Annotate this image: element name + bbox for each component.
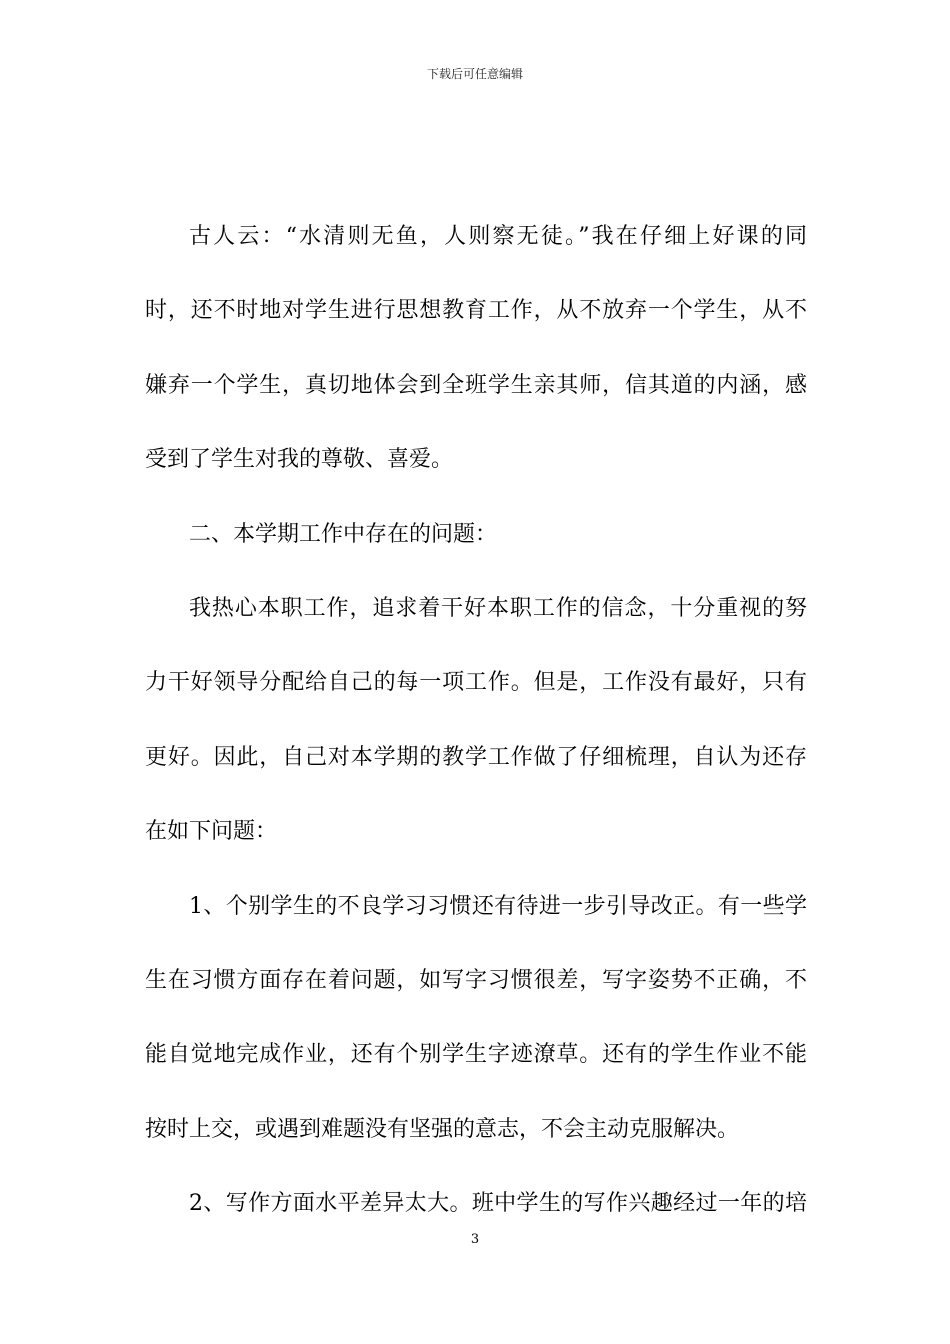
page-header: 下载后可任意编辑 <box>426 67 523 81</box>
text-line: 二、本学期工作中存在的问题： <box>189 521 498 547</box>
text-line: 按时上交，或遇到难题没有坚强的意志，不会主动克服解决。 <box>145 1116 740 1142</box>
text-line: 力干好领导分配给自己的每一项工作。但是，工作没有最好，只有 <box>145 670 807 696</box>
text-line: 生在习惯方面存在着问题，如写字习惯很差，写字姿势不正确，不 <box>145 967 807 993</box>
text-line: 嫌弃一个学生，真切地体会到全班学生亲其师，信其道的内涵，感 <box>145 372 807 398</box>
text-line: 时，还不时地对学生进行思想教育工作，从不放弃一个学生，从不 <box>145 298 807 324</box>
text-line: 2、写作方面水平差异太大。班中学生的写作兴趣经过一年的培 <box>189 1191 807 1217</box>
document-body <box>145 200 807 1241</box>
text-line: 在如下问题： <box>145 819 278 845</box>
text-line: 1、个别学生的不良学习习惯还有待进一步引导改正。有一些学 <box>189 893 807 919</box>
text-line: 受到了学生对我的尊敬、喜爱。 <box>145 447 454 473</box>
text-line: 古人云：“水清则无鱼，人则察无徒。”我在仔细上好课的同 <box>189 224 807 249</box>
text-line: 我热心本职工作，追求着干好本职工作的信念，十分重视的努 <box>189 595 807 621</box>
text-line: 能自觉地完成作业，还有个别学生字迹潦草。还有的学生作业不能 <box>145 1042 807 1068</box>
page-number: 3 <box>470 1232 480 1247</box>
text-line: 更好。因此，自己对本学期的教学工作做了仔细梳理，自认为还存 <box>145 744 807 770</box>
